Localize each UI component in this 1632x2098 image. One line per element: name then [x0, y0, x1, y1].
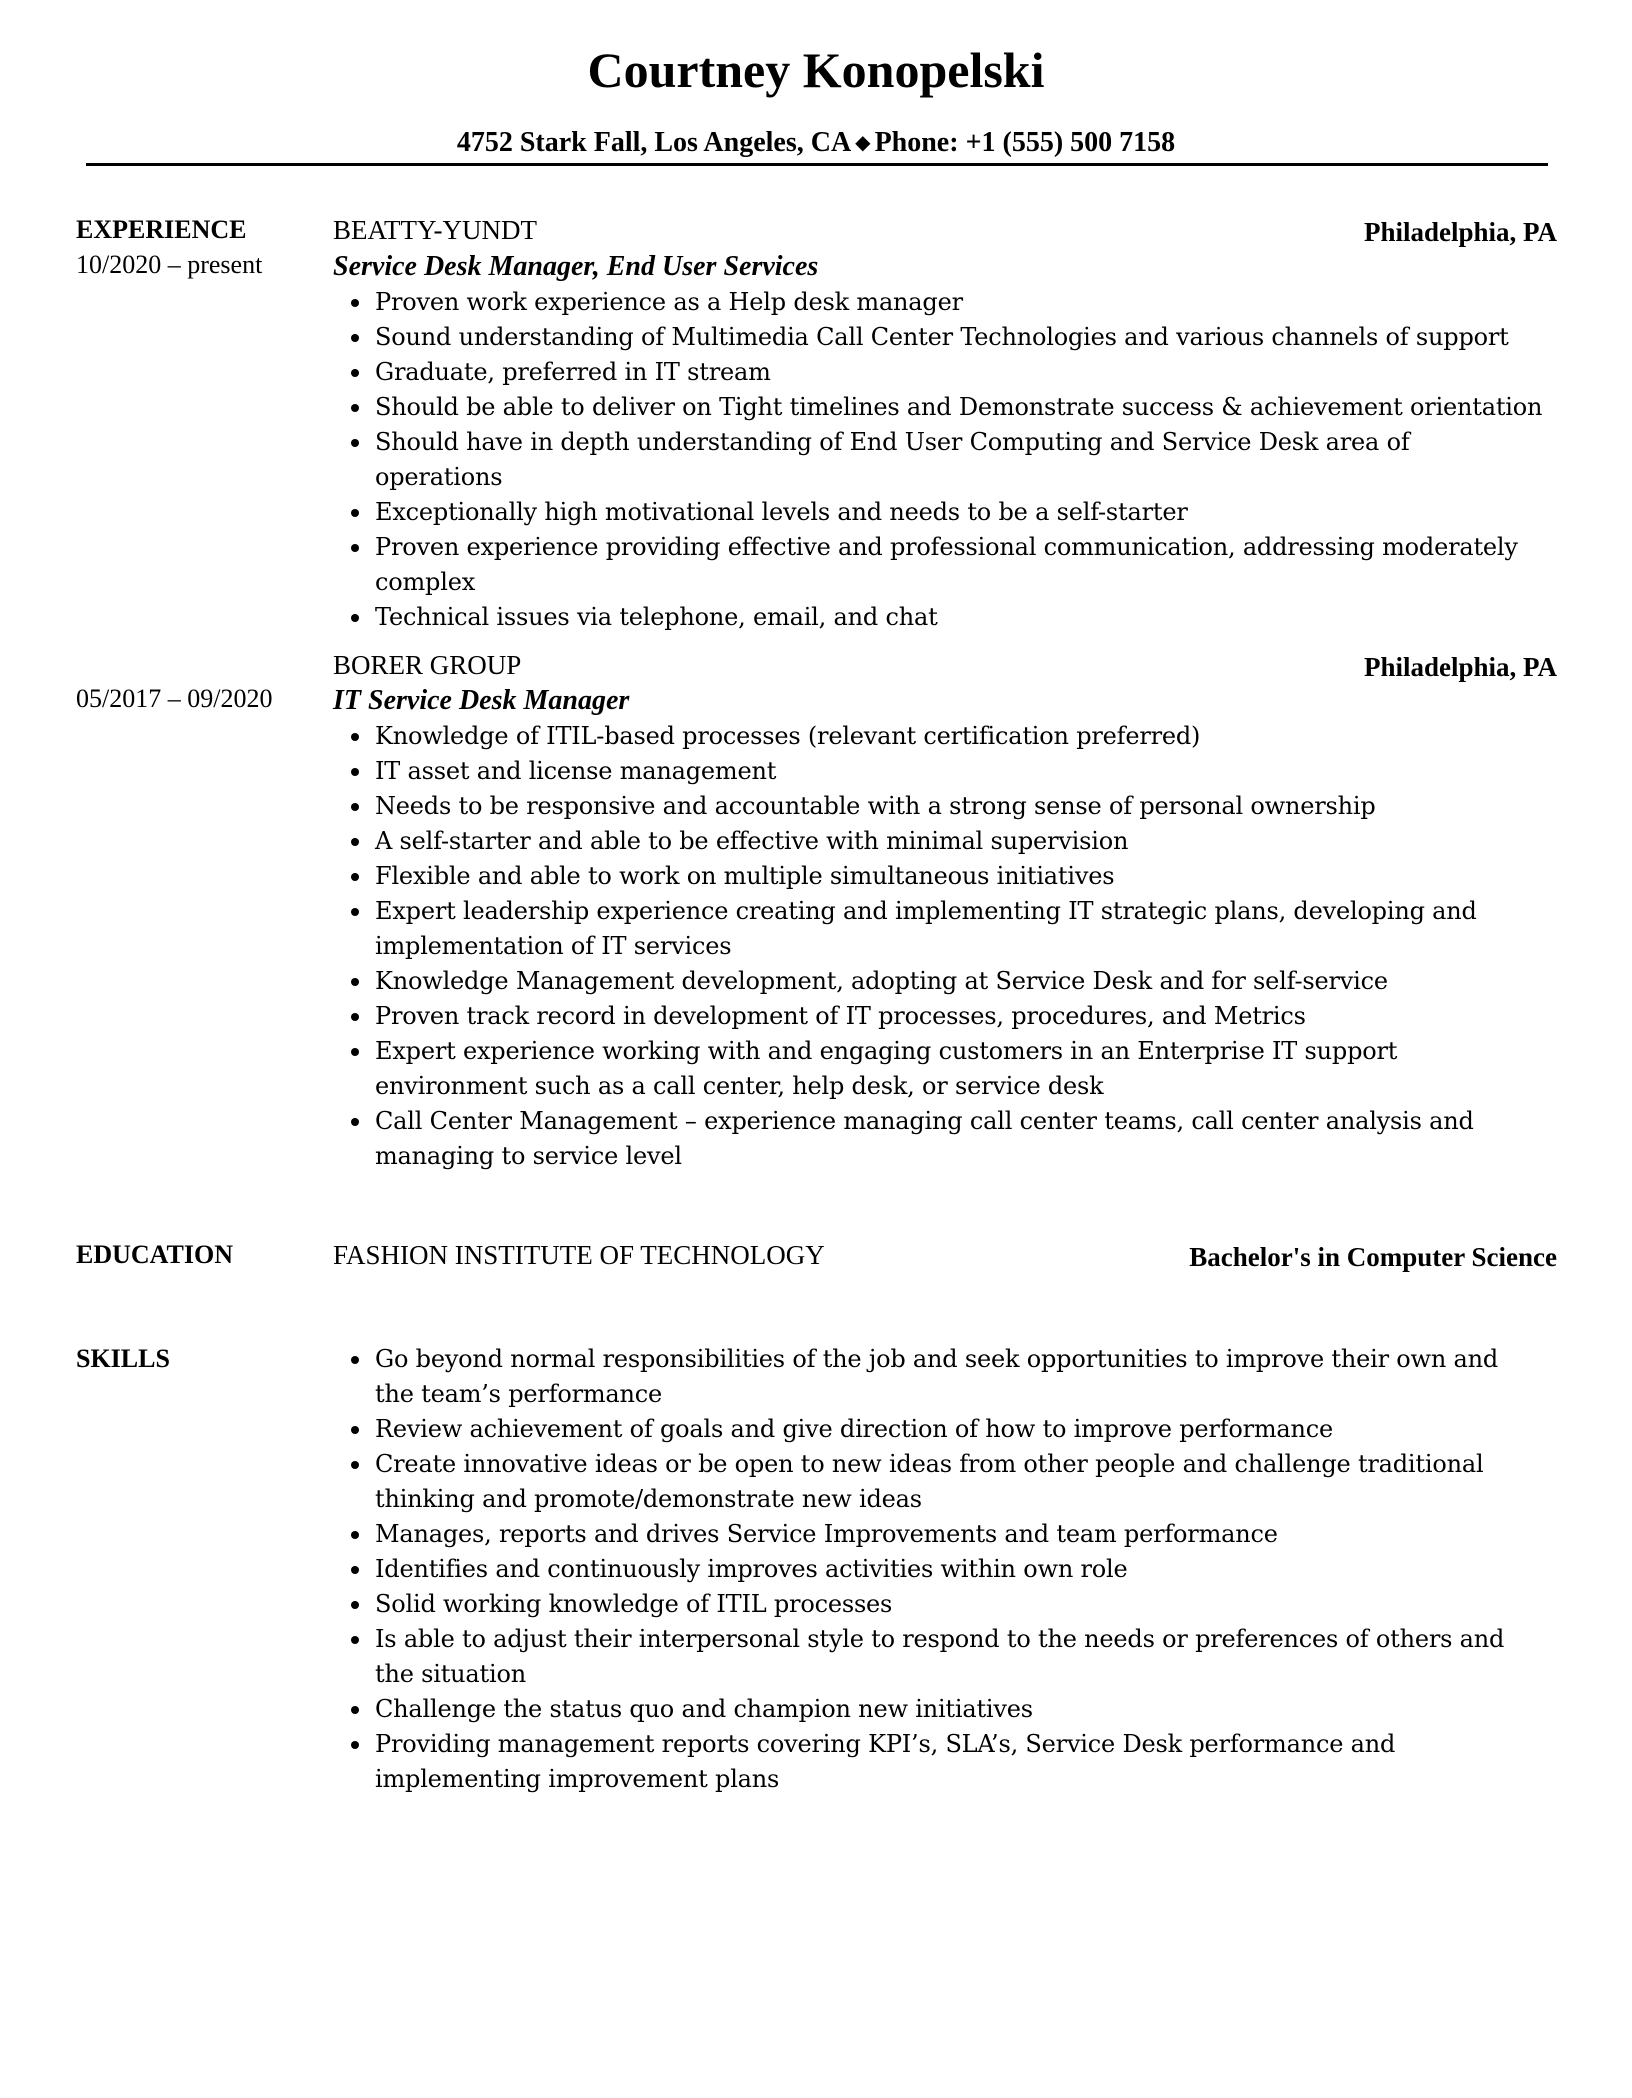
list-item: Solid working knowledge of ITIL processes	[333, 1587, 1543, 1622]
list-item: Create innovative ideas or be open to new ideas from other people and challenge traditional thinking and promote/demonstrate new ideas	[333, 1447, 1543, 1517]
list-item: Providing management reports covering KPI’s, SLA’s, Service Desk performance and implementing improvement plans	[333, 1727, 1543, 1797]
list-item: Is able to adjust their interpersonal style to respond to the needs or preferences of others and the situation	[333, 1622, 1543, 1692]
contact-line	[0, 126, 1632, 160]
job-1-bullets	[333, 285, 1543, 635]
list-item: Technical issues via telephone, email, and chat	[333, 600, 1543, 635]
education-heading: EDUCATION	[76, 1240, 233, 1269]
list-item: Manages, reports and drives Service Improvements and team performance	[333, 1517, 1543, 1552]
list-item: Expert leadership experience creating and implementing IT strategic plans, developing and implementation of IT services	[333, 894, 1543, 964]
list-item: Exceptionally high motivational levels and needs to be a self-starter	[333, 495, 1543, 530]
job-1-company: BEATTY-YUNDT	[333, 215, 537, 245]
job-1-dates: 10/2020 – present	[76, 250, 263, 279]
list-item: Graduate, preferred in IT stream	[333, 355, 1543, 390]
address: 4752 Stark Fall, Los Angeles, CA	[456, 127, 852, 158]
list-item: Flexible and able to work on multiple simultaneous initiatives	[333, 859, 1543, 894]
job-1-location: Philadelphia, PA	[1363, 217, 1557, 247]
job-2-company: BORER GROUP	[333, 650, 522, 680]
list-item: A self-starter and able to be effective with minimal supervision	[333, 824, 1543, 859]
list-item: Expert experience working with and engaging customers in an Enterprise IT support environment such as a call center, help desk, or service desk	[333, 1034, 1543, 1104]
diamond-separator-icon: ◆	[855, 132, 871, 154]
list-item: Proven work experience as a Help desk manager	[333, 285, 1543, 320]
job-2-location: Philadelphia, PA	[1363, 652, 1557, 682]
list-item: IT asset and license management	[333, 754, 1543, 789]
phone: Phone: +1 (555) 500 7158	[874, 127, 1176, 158]
list-item: Knowledge of ITIL-based processes (relevant certification preferred)	[333, 719, 1543, 754]
experience-heading: EXPERIENCE	[76, 215, 247, 244]
list-item: Sound understanding of Multimedia Call Center Technologies and various channels of support	[333, 320, 1543, 355]
education-degree: Bachelor's in Computer Science	[1189, 1242, 1557, 1272]
list-item: Review achievement of goals and give direction of how to improve performance	[333, 1412, 1543, 1447]
list-item: Proven track record in development of IT processes, procedures, and Metrics	[333, 999, 1543, 1034]
job-1-title: Service Desk Manager, End User Services	[333, 251, 819, 282]
list-item: Knowledge Management development, adopting at Service Desk and for self-service	[333, 964, 1543, 999]
skills-bullets	[333, 1342, 1543, 1797]
list-item: Proven experience providing effective and professional communication, addressing moderately complex	[333, 530, 1543, 600]
job-2-bullets	[333, 719, 1543, 1174]
candidate-name: Courtney Konopelski	[587, 42, 1045, 98]
list-item: Challenge the status quo and champion new initiatives	[333, 1692, 1543, 1727]
education-school: FASHION INSTITUTE OF TECHNOLOGY	[333, 1240, 825, 1270]
list-item: Call Center Management – experience managing call center teams, call center analysis and managing to service level	[333, 1104, 1543, 1174]
list-item: Identifies and continuously improves activities within own role	[333, 1552, 1543, 1587]
list-item: Should be able to deliver on Tight timelines and Demonstrate success & achievement orientation	[333, 390, 1543, 425]
list-item: Needs to be responsive and accountable with a strong sense of personal ownership	[333, 789, 1543, 824]
header-divider	[86, 163, 1548, 166]
skills-heading: SKILLS	[76, 1344, 170, 1373]
list-item: Go beyond normal responsibilities of the job and seek opportunities to improve their own and the team’s performance	[333, 1342, 1543, 1412]
list-item: Should have in depth understanding of End User Computing and Service Desk area of operations	[333, 425, 1543, 495]
job-2-dates: 05/2017 – 09/2020	[76, 684, 273, 713]
job-2-title: IT Service Desk Manager	[333, 685, 630, 716]
